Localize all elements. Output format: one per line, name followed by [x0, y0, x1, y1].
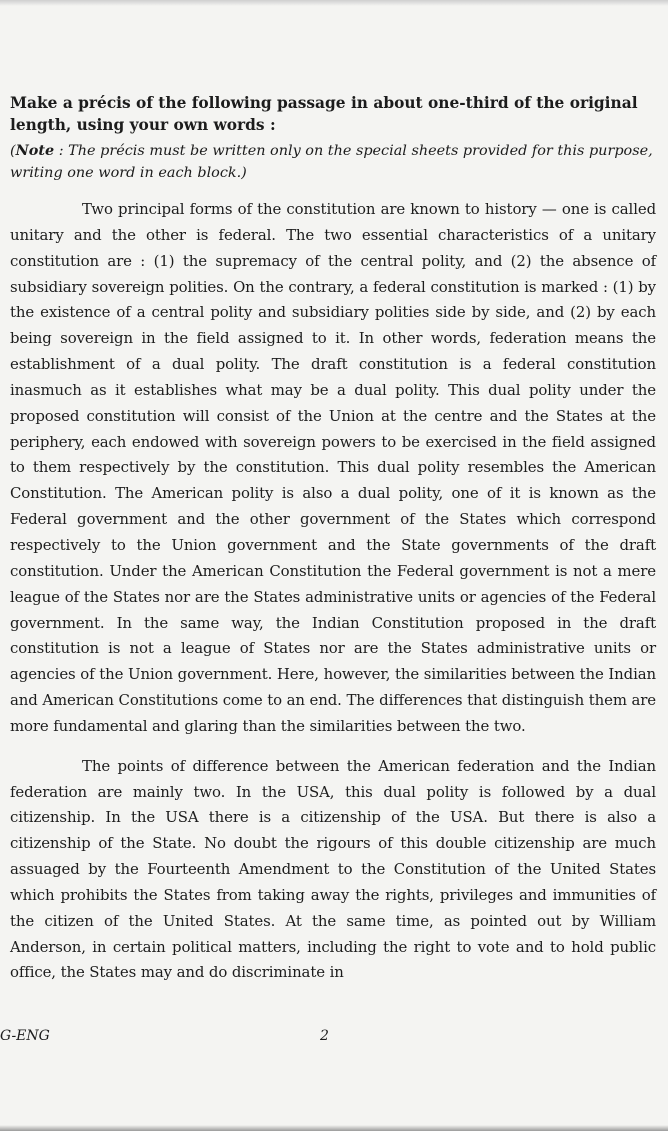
- precis-note: (Note : The précis must be written only on the special sheets provided for this purpose, writing one word in each block.): [10, 142, 653, 181]
- bottom-edge-shadow: [0, 1125, 668, 1131]
- top-edge-shadow: [0, 0, 668, 6]
- passage-paragraph-1: Two principal forms of the constitution are known to history — one is called unitary and the other is federal. The two essential characteristics of a unitary constitution are : (1) the supremacy of the central polity, and (2) the absence of subsidiary sovereign polities. On the contrary, a federal constitution is marked : (1) by the existence of a central polity and subsidiary polities side by side, and (2) by each being sovereign in the field assigned to it. In other words, federation means the establishment of a dual polity. The draft constitution is a federal constitution inasmuch as it establishes what may be a dual polity. This dual polity under the proposed constitution will consist of the Union at the centre and the States at the periphery, each endowed with sovereign powers to be exercised in the field assigned to them respectively by the constitution. This dual polity resembles the American Constitution. The American polity is also a dual polity, one of it is known as the Federal government and the other government of the States which correspond respectively to the Union government and the State governments of the draft constitution. Under the American Constitution the Federal government is not a mere league of the States nor are the States administrative units or agencies of the Federal government. In the same way, the Indian Constitution proposed in the draft constitution is not a league of States nor are the States administrative units or agencies of the Union government. Here, however, the similarities between the Indian and American Constitutions come to an end. The differences that distinguish them are more fundamental and glaring than the similarities between the two.: [10, 200, 656, 735]
- precis-instruction: Make a précis of the following passage in about one-third of the original length, using your own words :: [10, 94, 638, 134]
- note-text: : The précis must be written only on the special sheets provided for this purpose, writing one word in each block.): [10, 143, 653, 181]
- document-page: [10, 92, 656, 986]
- note-label: Note: [15, 142, 55, 159]
- passage-paragraph-2: The points of difference between the American federation and the Indian federation are mainly two. In the USA, this dual polity is followed by a dual citizenship. In the USA there is a citizenship of the USA. But there is also a citizenship of the State. No doubt the rigours of this double citizenship are much assuaged by the Fourteenth Amendment to the Constitution of the United States which prohibits the States from taking away the rights, privileges and immunities of the citizen of the United States. At the same time, as pointed out by William Anderson, in certain political matters, including the right to vote and to hold public office, the States may and do discriminate in: [10, 756, 656, 982]
- page-number: 2: [320, 1028, 329, 1044]
- paper-code: G-ENG: [0, 1028, 50, 1044]
